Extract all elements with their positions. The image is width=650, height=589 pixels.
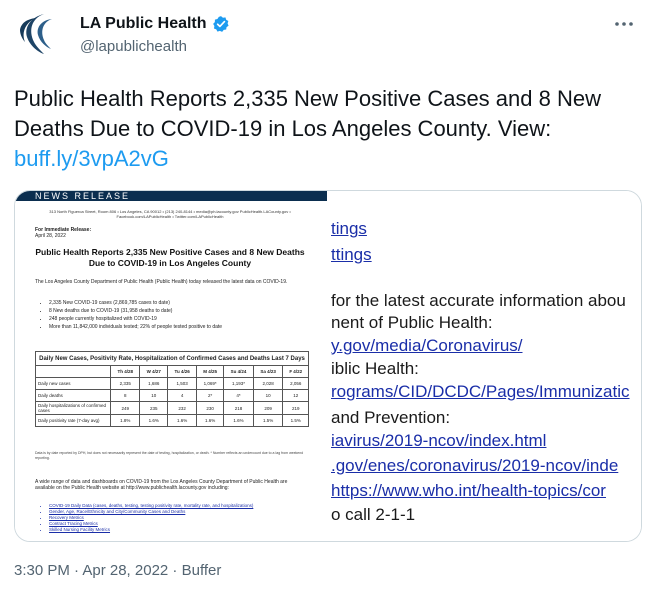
doc-table-cell: 230 — [197, 402, 224, 415]
doc-table-cell: 249 — [111, 402, 140, 415]
doc-table-corner — [36, 366, 111, 378]
doc-release-label: For Immediate Release: — [35, 227, 92, 233]
doc-banner: NEWS RELEASE — [15, 191, 345, 201]
doc-bullet: • More than 11,842,000 individuals tested; 22% of people tested positive to date — [49, 323, 319, 331]
doc-table-cell: 4 — [168, 390, 197, 402]
crop-line: nent of Public Health: — [331, 313, 493, 332]
doc-table-row — [36, 415, 309, 427]
crop-line: for the latest accurate information abou — [331, 291, 626, 310]
doc-table-cell: 218 — [224, 402, 254, 415]
zoomed-document-crop — [327, 191, 641, 541]
doc-bullet: • 2,335 New COVID-19 cases (2,869,785 cases to date) — [49, 299, 319, 307]
doc-table-cell: 235 — [140, 402, 168, 415]
tweet-text — [14, 84, 644, 174]
doc-table-caption: Daily New Cases, Positivity Rate, Hospitalization of Confirmed Cases and Deaths Last 7 Days — [36, 352, 309, 366]
doc-table-col: Tu 4/26 — [168, 366, 197, 378]
doc-link: • Recovery Metrics — [49, 515, 319, 521]
doc-table-col: F 4/22 — [283, 366, 309, 378]
doc-table-row-label: Daily deaths — [36, 390, 111, 402]
doc-table-cell: 12 — [283, 390, 309, 402]
doc-bullet-list — [39, 299, 319, 331]
doc-table-cell: 219 — [283, 402, 309, 415]
doc-release-info — [35, 227, 91, 239]
crop-line: y.gov/media/Coronavirus/ — [331, 336, 523, 355]
display-name[interactable]: LA Public Health — [80, 15, 207, 32]
doc-table-cell: 2* — [197, 390, 224, 402]
doc-table-col: W 4/27 — [140, 366, 168, 378]
doc-link: • COVID-19 Daily Data (cases, deaths, testing, testing positivity rate, mortality rate, and hospitalizations) — [49, 503, 319, 509]
doc-table-col: Th 4/28 — [111, 366, 140, 378]
doc-link: • Skilled Nursing Facility Metrics — [49, 527, 319, 533]
more-button[interactable] — [612, 12, 636, 36]
doc-bullet: • 8 New deaths due to COVID-19 (31,958 deaths to date) — [49, 307, 319, 315]
crop-line: https://www.who.int/health-topics/cor — [331, 481, 606, 500]
doc-table-header — [36, 366, 309, 378]
tweet-link[interactable]: buff.ly/3vpA2vG — [14, 146, 169, 171]
media-image[interactable] — [14, 190, 642, 542]
la-public-health-logo-icon — [14, 10, 62, 58]
crop-line: .gov/enes/coronavirus/2019-ncov/inde — [331, 456, 619, 475]
doc-table-cell: 2,335 — [111, 378, 140, 390]
doc-table-cell: 1,686 — [140, 378, 168, 390]
doc-table-cell: 232 — [168, 402, 197, 415]
doc-table-note: Data is by date reported by DPH, but does not necessarily represent the date of testing, hospitalization, or death. * Number reflects an undercount due to a lag from weekend reporting. — [35, 451, 304, 460]
more-horizontal-icon — [612, 12, 636, 36]
doc-title: Public Health Reports 2,335 New Positive Cases and 8 New Deaths Due to COVID-19 in Los Angeles County — [35, 247, 305, 268]
doc-table-row-label: Daily positivity rate (7-day avg) — [36, 415, 111, 427]
doc-table-col: Su 4/24 — [224, 366, 254, 378]
crop-line: iavirus/2019-ncov/index.html — [331, 431, 547, 450]
doc-table-cell: 209 — [253, 402, 282, 415]
doc-outro: A wide range of data and dashboards on COVID-19 from the Los Angeles County Department of Public Health are available on the Public Health website at http://www.publichealth.lacounty.gov including: — [35, 479, 288, 491]
doc-link: • Contract Tracing Metrics — [49, 521, 319, 527]
crop-line: rograms/CID/DCDC/Pages/Immunizatic — [331, 382, 630, 401]
tweet-body: Public Health Reports 2,335 New Positive Cases and 8 New Deaths Due to COVID-19 in Los Angeles County. View: — [14, 86, 601, 141]
doc-table-row-label: Daily new cases — [36, 378, 111, 390]
doc-table-cell: 1.5% — [283, 415, 309, 427]
doc-bullet: • 248 people currently hospitalized with COVID-19 — [49, 315, 319, 323]
doc-table-cell: 10 — [253, 390, 282, 402]
doc-table-cell: 2,056 — [283, 378, 309, 390]
handle[interactable]: @lapublichealth — [80, 38, 187, 55]
verified-badge-icon — [212, 15, 230, 33]
doc-table-cell: 4* — [224, 390, 254, 402]
doc-table-row — [36, 390, 309, 402]
crop-line: iblic Health: — [331, 359, 419, 378]
crop-line: tings — [331, 219, 367, 238]
doc-table-cell: 1.6% — [168, 415, 197, 427]
doc-table-row-label: Daily hospitalizations of confirmed cases — [36, 402, 111, 415]
doc-table-cell: 1.6% — [197, 415, 224, 427]
doc-table-cell: 8 — [111, 390, 140, 402]
doc-address: 313 North Figueroa Street, Room 806 • Los Angeles, CA 90012 • (213) 240-8144 • media@ph.lacounty.gov PublicHealth.LACounty.gov • Facebook.com/LAPublicHealth • Twitter.com/LAPublicHealth — [49, 209, 291, 219]
doc-table-cell: 1.5% — [253, 415, 282, 427]
crop-line: ttings — [331, 245, 372, 264]
avatar[interactable] — [14, 10, 62, 58]
doc-table-cell: 1,193* — [224, 378, 254, 390]
doc-link-list — [39, 503, 319, 533]
doc-table-row — [36, 402, 309, 415]
doc-table-cell: 1.8% — [111, 415, 140, 427]
doc-link: • Gender, Age, Race/Ethnicity and City/Community Cases and Deaths — [49, 509, 319, 515]
doc-data-table — [35, 351, 309, 427]
doc-release-date: April 28, 2022 — [35, 233, 66, 239]
doc-table-row — [36, 378, 309, 390]
doc-table-col: Sa 4/23 — [253, 366, 282, 378]
doc-table-cell: 2,028 — [253, 378, 282, 390]
doc-table-cell: 1,503 — [168, 378, 197, 390]
doc-table-cell: 10 — [140, 390, 168, 402]
doc-table-col: M 4/25 — [197, 366, 224, 378]
tweet-timestamp[interactable]: 3:30 PM · Apr 28, 2022 · Buffer — [14, 562, 222, 579]
doc-table-cell: 1.6% — [140, 415, 168, 427]
crop-line: and Prevention: — [331, 408, 451, 427]
doc-table-cell: 1.6% — [224, 415, 254, 427]
doc-table-cell: 1,069* — [197, 378, 224, 390]
doc-intro: The Los Angeles County Department of Public Health (Public Health) today released the latest data on COVID-19. — [35, 279, 288, 285]
crop-line: o call 2-1-1 — [331, 505, 416, 524]
press-release-document — [15, 191, 325, 541]
